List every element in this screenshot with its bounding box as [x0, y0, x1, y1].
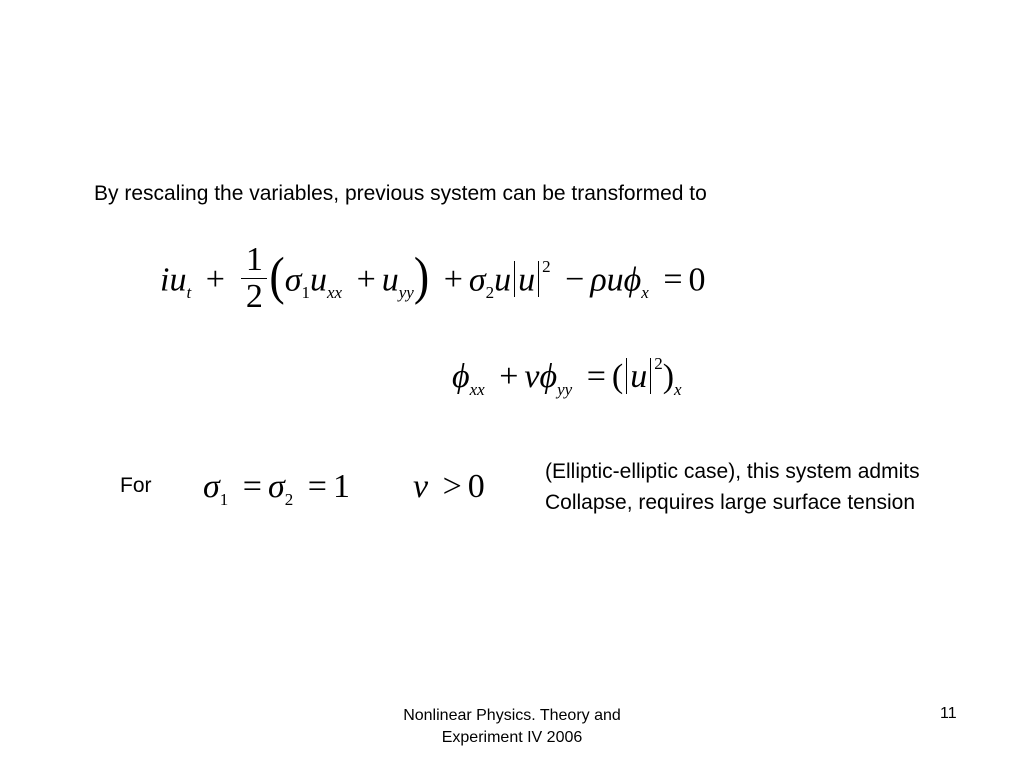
cond1-sigma-1: σ [203, 468, 220, 505]
cond1-equals-2: = [307, 468, 327, 505]
case-note [545, 456, 920, 518]
eq1-frac-den: 2 [245, 278, 263, 315]
eq2-phi-2: ϕ [539, 358, 558, 395]
eq1-equals: = [663, 261, 683, 299]
eq2-sub-xx: xx [469, 380, 485, 399]
cond1-equals-1: = [242, 468, 262, 505]
cond2-gt: > [442, 468, 462, 505]
eq2-u: u [630, 358, 648, 395]
eq1-rparen: ) [413, 246, 430, 306]
eq2-rparen: ) [662, 358, 675, 395]
eq1-lparen: ( [269, 246, 285, 306]
eq1-plus-2: + [356, 261, 376, 299]
eq2-nu: ν [524, 358, 540, 395]
eq1-rho: ρ [590, 261, 607, 299]
eq2-abs-right [650, 358, 651, 394]
intro-text: By rescaling the variables, previous system can be transformed to [94, 182, 707, 205]
page-number: 11 [940, 705, 957, 722]
case-note-line-1: (Elliptic-elliptic case), this system admits [545, 460, 920, 483]
eq1-u: u [169, 261, 187, 299]
eq1-abs-right [538, 261, 539, 297]
eq1-sub-t: t [186, 283, 192, 303]
eq1-i: i [160, 261, 170, 299]
eq2-sub-yy: yy [557, 380, 573, 399]
eq2-plus: + [499, 358, 519, 395]
cond1-value: 1 [332, 468, 350, 505]
eq1-sigma-2: σ [468, 261, 486, 299]
eq2-phi-1: ϕ [452, 358, 470, 395]
cond1-sigma-2: σ [267, 468, 285, 505]
eq2-sub-x: x [674, 380, 682, 399]
equation-2 [452, 354, 682, 399]
eq1-zero: 0 [688, 261, 706, 299]
eq1-sigma-1: σ [284, 261, 302, 299]
eq1-frac-num: 1 [245, 241, 263, 278]
cond2-zero: 0 [467, 468, 485, 505]
equation-1 [160, 241, 706, 319]
condition-nu [413, 470, 485, 504]
eq1-sub-yy: yy [398, 283, 414, 303]
case-note-line-2: Collapse, requires large surface tension [545, 491, 916, 514]
footer-title [312, 705, 712, 749]
eq1-plus-1: + [205, 261, 225, 299]
eq1-sup-2: 2 [542, 257, 551, 277]
eq1-minus: − [565, 261, 585, 299]
eq2-equals: = [586, 358, 606, 395]
eq1-fraction [241, 242, 267, 315]
eq1-sub-xx: xx [326, 283, 343, 303]
eq1-plus-3: + [443, 261, 463, 299]
cond1-sub-1: 1 [219, 490, 229, 509]
eq1-sub-x: x [641, 283, 649, 303]
footer-line-2: Experiment IV 2006 [441, 729, 583, 746]
eq1-phi: ϕ [623, 261, 642, 299]
eq1-abs-left [514, 261, 515, 297]
eq1-sub-2: 2 [485, 283, 495, 303]
cond2-nu: ν [413, 468, 429, 505]
condition-sigma [203, 468, 350, 509]
eq1-u-4: u [494, 261, 512, 299]
eq1-sub-1: 1 [301, 283, 310, 303]
eq2-lparen: ( [611, 358, 624, 395]
eq2-abs-left [626, 358, 627, 394]
eq1-u-5: u [518, 261, 536, 299]
eq1-u-2: u [309, 261, 327, 299]
eq1-u-6: u [606, 261, 624, 299]
footer-line-1: Nonlinear Physics. Theory and [403, 707, 621, 724]
eq2-sup-2: 2 [654, 354, 663, 373]
for-label: For [120, 474, 152, 497]
eq1-u-3: u [381, 261, 399, 299]
cond1-sub-2: 2 [284, 490, 294, 509]
